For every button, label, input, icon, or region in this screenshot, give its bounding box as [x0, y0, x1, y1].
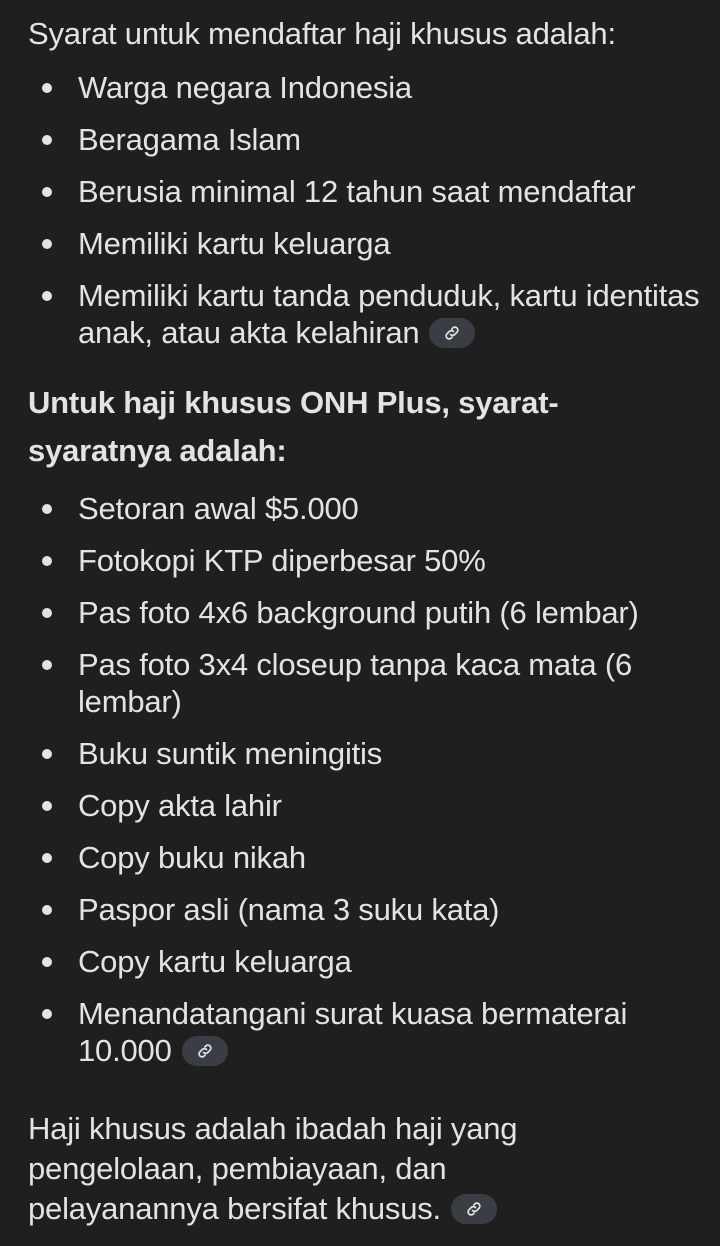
list-item-text: Pas foto 3x4 closeup tanpa kaca mata (6 lembar) [78, 647, 632, 719]
list-item-text: Paspor asli (nama 3 suku kata) [78, 892, 500, 927]
bullet-icon [42, 905, 52, 915]
list-item [28, 891, 700, 928]
list-item [28, 225, 700, 262]
bullet-icon [42, 608, 52, 618]
list-item [28, 839, 700, 876]
list-item-text: Copy akta lahir [78, 788, 282, 823]
list-item [28, 542, 700, 579]
citation-chip[interactable] [429, 318, 475, 348]
onh-plus-requirements-list [28, 490, 700, 1069]
list-item [28, 69, 700, 106]
bullet-icon [42, 187, 52, 197]
list-item-text: Warga negara Indonesia [78, 70, 412, 105]
bullet-icon [42, 239, 52, 249]
link-icon [465, 1200, 483, 1218]
citation-chip[interactable] [451, 1194, 497, 1224]
list-item [28, 121, 700, 158]
bullet-icon [42, 135, 52, 145]
list-item-text: Beragama Islam [78, 122, 301, 157]
list-item-text: Setoran awal $5.000 [78, 491, 359, 526]
bullet-icon [42, 660, 52, 670]
list-item [28, 787, 700, 824]
bullet-icon [42, 957, 52, 967]
list-item-text: Copy buku nikah [78, 840, 306, 875]
list-item [28, 594, 700, 631]
bullet-icon [42, 83, 52, 93]
list-item [28, 735, 700, 772]
list-item [28, 646, 700, 720]
bullet-icon [42, 291, 52, 301]
list-item-text: Berusia minimal 12 tahun saat mendaftar [78, 174, 636, 209]
link-icon [443, 324, 461, 342]
link-icon [196, 1042, 214, 1060]
list-item-text: Menandatangani surat kuasa bermaterai 10.000 [78, 996, 628, 1068]
list-item [28, 943, 700, 980]
closing-text-content: Haji khusus adalah ibadah haji yang pengelolaan, pembiayaan, dan pelayanannya bersifat khusus. [28, 1111, 518, 1226]
list-item-text: Fotokopi KTP diperbesar 50% [78, 543, 486, 578]
list-item [28, 995, 700, 1069]
intro-text: Syarat untuk mendaftar haji khusus adalah: [28, 16, 616, 51]
requirements-list [28, 69, 700, 351]
list-item-text: Copy kartu keluarga [78, 944, 352, 979]
bullet-icon [42, 504, 52, 514]
bullet-icon [42, 1009, 52, 1019]
bullet-icon [42, 801, 52, 811]
section-heading: Untuk haji khusus ONH Plus, syarat-syaratnya adalah: [28, 385, 559, 468]
citation-chip[interactable] [182, 1036, 228, 1066]
list-item-text: Memiliki kartu keluarga [78, 226, 391, 261]
bullet-icon [42, 749, 52, 759]
closing-text [28, 1109, 700, 1229]
list-item [28, 490, 700, 527]
bullet-icon [42, 556, 52, 566]
list-item [28, 173, 700, 210]
list-item-text: Memiliki kartu tanda penduduk, kartu identitas anak, atau akta kelahiran [78, 278, 700, 350]
bullet-icon [42, 853, 52, 863]
list-item-text: Buku suntik meningitis [78, 736, 383, 771]
list-item [28, 277, 700, 351]
list-item-text: Pas foto 4x6 background putih (6 lembar) [78, 595, 639, 630]
